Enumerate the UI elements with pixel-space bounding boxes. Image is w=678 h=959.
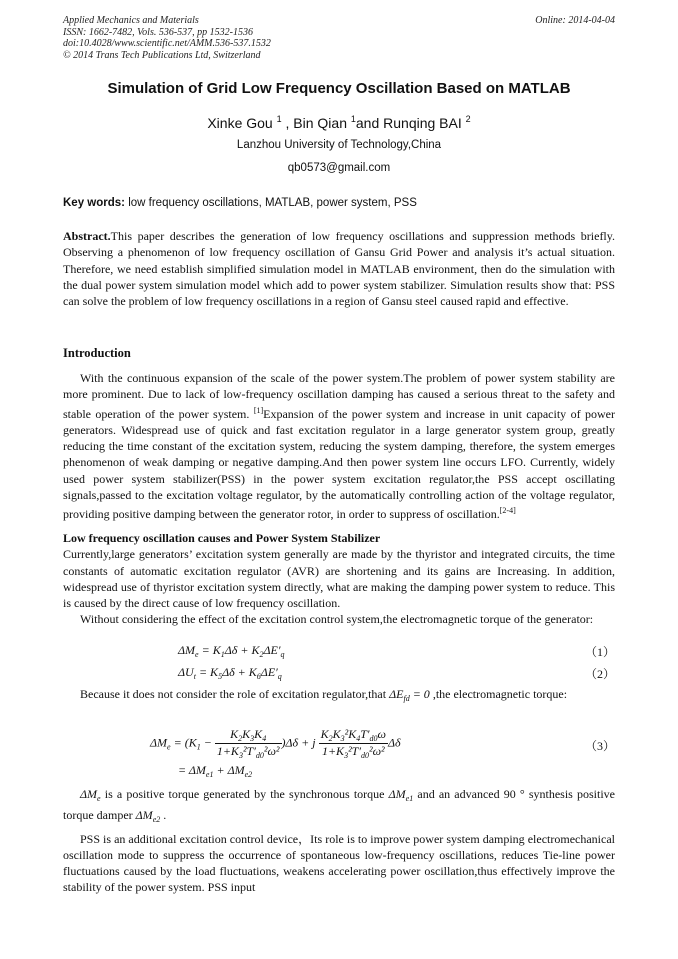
affiliation: Lanzhou University of Technology,China [236,139,442,151]
section-2-para-1: Currently,large generators’ excitation system generally are made by the thyristor and integrated circuits, the time constants of automatic excitation regulator (AVR) are shortening and its gains are Increasing. In addition, widespread use of thyristor excitation system directly, what are making the damping power system to reduce. This is caused by the direct cause of low frequency oscillation. [63,547,615,611]
introduction-heading: Introduction [63,346,131,360]
equation-1-number: （1） [585,645,616,659]
keywords-label: Key words: [63,197,125,209]
introduction-body [63,370,615,523]
intro-text-a: With the continuous expansion of the scale of the power system.The problem of power system stability are more prominent. Due to lack of low-frequency oscillation damping has caused a serious threat to the safety and stable operation of the power system. [63,371,615,421]
section-2-para-2: Without considering the effect of the excitation control system,the electromagnetic torque of the generator: [80,612,594,627]
author-list [0,114,678,131]
me-text-a: is a positive torque generated by the synchronous torque [100,787,389,801]
author-2-affil: 1 [350,114,356,124]
contact-email[interactable]: qb0573@gmail.com [287,162,391,174]
author-2: , Bin Qian [281,115,351,131]
copyright-line: © 2014 Trans Tech Publications Ltd, Switzerland [63,49,261,61]
because-paragraph: Because it does not consider the role of excitation regulator,that $\Delta E_{fd} = 0$ ,the electromagnetic torque: [80,687,568,703]
abstract-text: This paper describes the generation of low frequency oscillations and suppression methods briefly. Observing a phenomenon of low frequency oscillation of Gansu Grid Power and analysis it’s actual situation. Therefore, we need establish simplified simulation model in MATLAB environment, then do the simulation with the dual power system simulation model which add to power system stabilizer. Simulation results show that: PSS can solve the problem of low frequency oscillations in a region of Gansu steel caused rapid and effective. [63,229,615,309]
equation-3-number: （3） [585,739,616,753]
paper-page: Applied Mechanics and Materials ISSN: 1662-7482, Vols. 536-537, pp 1532-1536 doi:10.4028/www.scientific.net/AMM.536-537.1532 © 2014 Trans Tech Publications Ltd, Switzerland Online: 2014-04-04 Simulation of Grid Low Frequency Oscillation Based on MATLAB Xinke Gou $^1$ , Bin Qian $^1$and Runqing BAI $^2$ Lanzhou University of Technology,China qb0573@gmail.com Key words: low frequency oscillations, MATLAB, power system, PSS Abstract.This paper describes the generation of low frequency oscillations and suppression methods briefly. Observing a phenomenon of low frequency oscillation of Gansu Grid Power and analysis it’s actual situation. Therefore, we need establish simplified simulation model in MATLAB environment, then do the simulation with the dual power system simulation model which add to power system stabilizer. Simulation results show that: PSS can solve the problem of low frequency oscillations in a region of Gansu steel caused rapid and effective. Introduction With the continuous expansion of the scale of the power system.The problem of power system stability are more prominent. Due to lack of low-frequency oscillation damping has caused a serious threat to the safety and stable operation of the power system. [1]Expansion of the power system and increase in unit capacity of power generators. Widespread use of quick and fast excitation regulator in a large generator system group, greatly reducing the time constant of the excitation system, reducing the system damping, therefore, the system emerges phenomenon of weak damping or negative damping.And then power system line occurs LFO. Currently, widely used power system stabilizer(PSS) in the power system excitation regulator,the PSS accept oscillating signals,passed to the excitation voltage regulator, by the automatically controlling action of the voltage regulator, providing positive damping between the generator rotor, in order to suppress of oscillation.[2-4] Low frequency oscillation causes and Power System Stabilizer Currently,large generators’ excitation system generally are made by the thyristor and integrated circuits, the time constants of automatic excitation regulator (AVR) are shortening and its gains are Increasing. In addition, widespread use of thyristor excitation system directly, what are making the damping power system to reduce. This is caused by the direct cause of low frequency oscillation. Without considering the effect of the excitation control system,the electromagnetic torque of the generator: $\Delta M_e = K_1\Delta\delta + K_2\Delta E'_q$ （1） $\Delta U_t = K_5\Delta\delta + K_6\Delta E'_q$ （2） Because it does not consider the role of excitation regulator,that $\Delta E_{fd} = 0$ ,the electromagnetic torque: $\Delta M_e = (K_1$ − $\frac{K_2K_3K_4}{1+K_3^2T'_{d0}^2\omega^2}$ )Δδ + j $\frac{K_2K_3^2K_4T'_{d0}\omega}{1+K_3^2T'_{d0}^2\omega^2}$ Δδ （3） = $\Delta M_{e1} + \Delta M_{e2}$ $\Delta M_e$ is a positive torque generated by the synchronous torque $\Delta M_{e1}$ and an advanced 90 ° synthesis positive torque damper $\Delta M_{e2}$ . PSS is an additional excitation control device，Its role is to improve power system damping electromechanical oscillation mode to suppress the occurrence of spontaneous low-frequency oscillations, reduces Tie-line power fluctuations caused by the load fluctuations, weakens accelerating power oscillation,thus effectively improve the stability of the power system. PSS input [0,0,678,959]
online-date: Online: 2014-04-04 [535,15,615,26]
me-text-c: . [160,808,167,823]
journal-name: Applied Mechanics and Materials [63,15,199,26]
section-2-heading: Low frequency oscillation causes and Power System Stabilizer [63,531,381,545]
author-1-affil: 1 [276,114,282,124]
issn-line: ISSN: 1662-7482, Vols. 536-537, pp 1532-1536 [63,26,253,38]
because-text-b: ,the electromagnetic torque: [429,687,568,701]
abstract-label: Abstract. [63,229,111,243]
doi-line: doi:10.4028/www.scientific.net/AMM.536-537.1532 [63,38,271,49]
me-text-b: and an advanced 90 ° synthesis positive torque damper [63,787,615,823]
abstract [63,228,615,309]
pss-paragraph: PSS is an additional excitation control device，Its role is to improve power system damping electromechanical oscillation mode to suppress the occurrence of spontaneous low-frequency oscillations, reduces Tie-line power fluctuations caused by the load fluctuations, weakens accelerating power oscillation,thus effectively improve the stability of the power system. PSS input [63,831,615,895]
ref-1[interactable]: [1] [253,405,264,415]
keywords [63,197,615,209]
author-3-affil: 2 [465,114,471,124]
because-text-a: Because it does not consider the role of excitation regulator,that [80,687,390,701]
author-3: and Runqing BAI [355,115,466,131]
section-2 [63,530,615,628]
me-paragraph: $\Delta M_e$ is a positive torque generated by the synchronous torque $\Delta M_{e1}$ and an advanced 90 ° synthesis positive torque damper $\Delta M_{e2}$ . PSS is an additional excitation control device，Its role is to improve power system damping electromechanical oscillation mode to suppress the occurrence of spontaneous low-frequency oscillations, reduces Tie-line power fluctuations caused by the load fluctuations, weakens accelerating power oscillation,thus effectively improve the stability of the power system. PSS input [63,787,615,895]
author-1: Xinke Gou [207,115,273,131]
keywords-text: low frequency oscillations, MATLAB, power system, PSS [125,197,417,209]
equation-2-number: （2） [585,667,616,681]
journal-header [63,15,615,61]
paper-title: Simulation of Grid Low Frequency Oscillation Based on MATLAB [107,80,571,97]
ref-2-4[interactable]: [2-4] [499,506,516,516]
intro-text-b: Expansion of the power system and increase in unit capacity of power generators. Widespread use of quick and fast excitation regulator in a large generator system group, greatly reducing the time constant of the excitation system, reducing the system damping, therefore, the system emerges phenomenon of weak damping or negative damping.And then power system line occurs LFO. Currently, widely used power system stabilizer(PSS) in the power system excitation regulator,the PSS accept oscillating signals,passed to the excitation voltage regulator, by the automatically controlling action of the voltage regulator, providing positive damping between the generator rotor, in order to suppress of oscillation. [63,406,615,522]
